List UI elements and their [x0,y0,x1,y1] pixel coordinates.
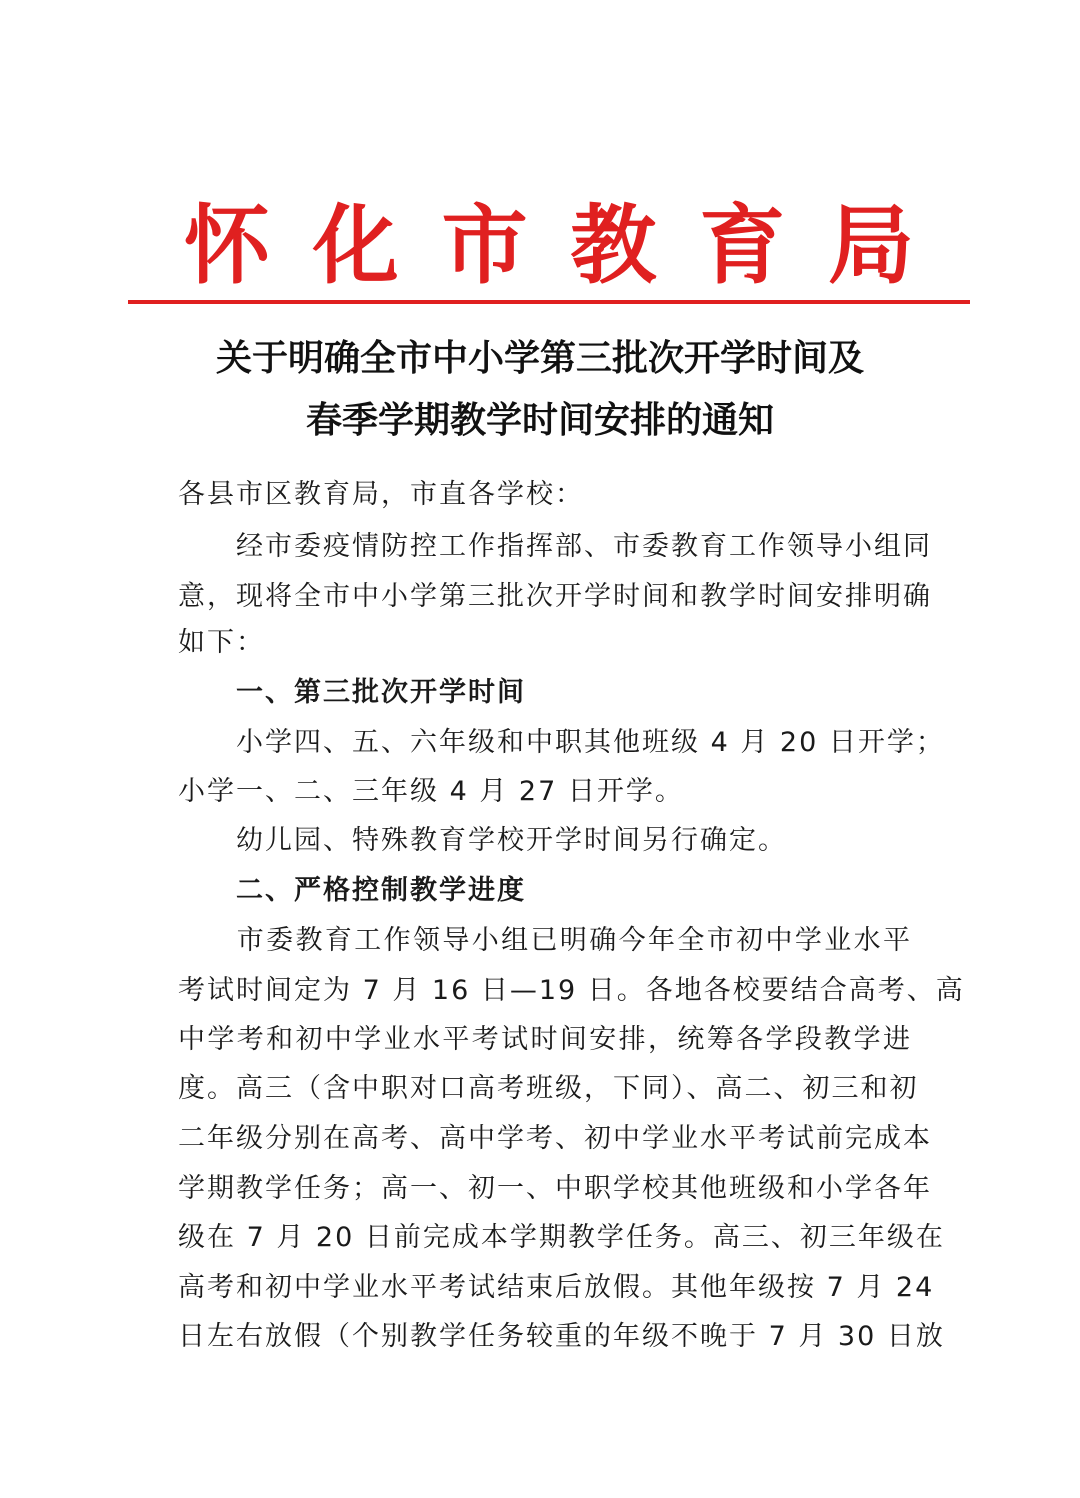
section-heading-1: 一、第三批次开学时间 [178,677,526,708]
masthead-char: 化 [312,195,399,296]
document-title-line-1: 关于明确全市中小学第三批次开学时间及 [215,337,864,379]
paragraph-line: 经市委疫情防控工作指挥部、市委教育工作领导小组同 [178,531,932,562]
paragraph-line: 市委教育工作领导小组已明确今年全市初中学业水平 [178,925,912,956]
masthead-char: 育 [699,195,786,296]
document-title-line-2: 春季学期教学时间安排的通知 [305,399,774,441]
paragraph-line: 小学一、二、三年级 4 月 27 日开学。 [178,776,684,807]
salutation: 各县市区教育局，市直各学校： [178,479,584,510]
masthead-char: 怀 [184,195,270,296]
paragraph-line: 二年级分别在高考、高中学考、初中学业水平考试前完成本 [178,1123,932,1154]
masthead-char: 市 [441,195,528,296]
paragraph-line: 中学考和初中学业水平考试时间安排，统筹各学段教学进 [178,1024,912,1055]
masthead [128,196,970,296]
paragraph-line: 学期教学任务；高一、初一、中职学校其他班级和小学各年 [178,1173,932,1204]
masthead-char: 局 [827,195,914,296]
paragraph-line: 日左右放假（个别教学任务较重的年级不晚于 7 月 30 日放 [178,1321,945,1352]
paragraph-line: 幼儿园、特殊教育学校开学时间另行确定。 [178,825,787,856]
masthead-char: 教 [570,195,657,296]
masthead-divider [128,300,970,304]
paragraph-line: 小学四、五、六年级和中职其他班级 4 月 20 日开学； [178,727,945,758]
section-heading-2: 二、严格控制教学进度 [178,875,526,906]
paragraph-line: 意，现将全市中小学第三批次开学时间和教学时间安排明确 [178,581,932,612]
paragraph-line: 考试时间定为 7 月 16 日—19 日。各地各校要结合高考、高 [178,975,965,1006]
paragraph-line: 级在 7 月 20 日前完成本学期教学任务。高三、初三年级在 [178,1222,945,1253]
paragraph-line: 度。高三（含中职对口高考班级，下同）、高二、初三和初 [178,1073,919,1104]
paragraph-line: 高考和初中学业水平考试结束后放假。其他年级按 7 月 24 [178,1272,935,1303]
paragraph-line: 如下： [178,627,265,658]
